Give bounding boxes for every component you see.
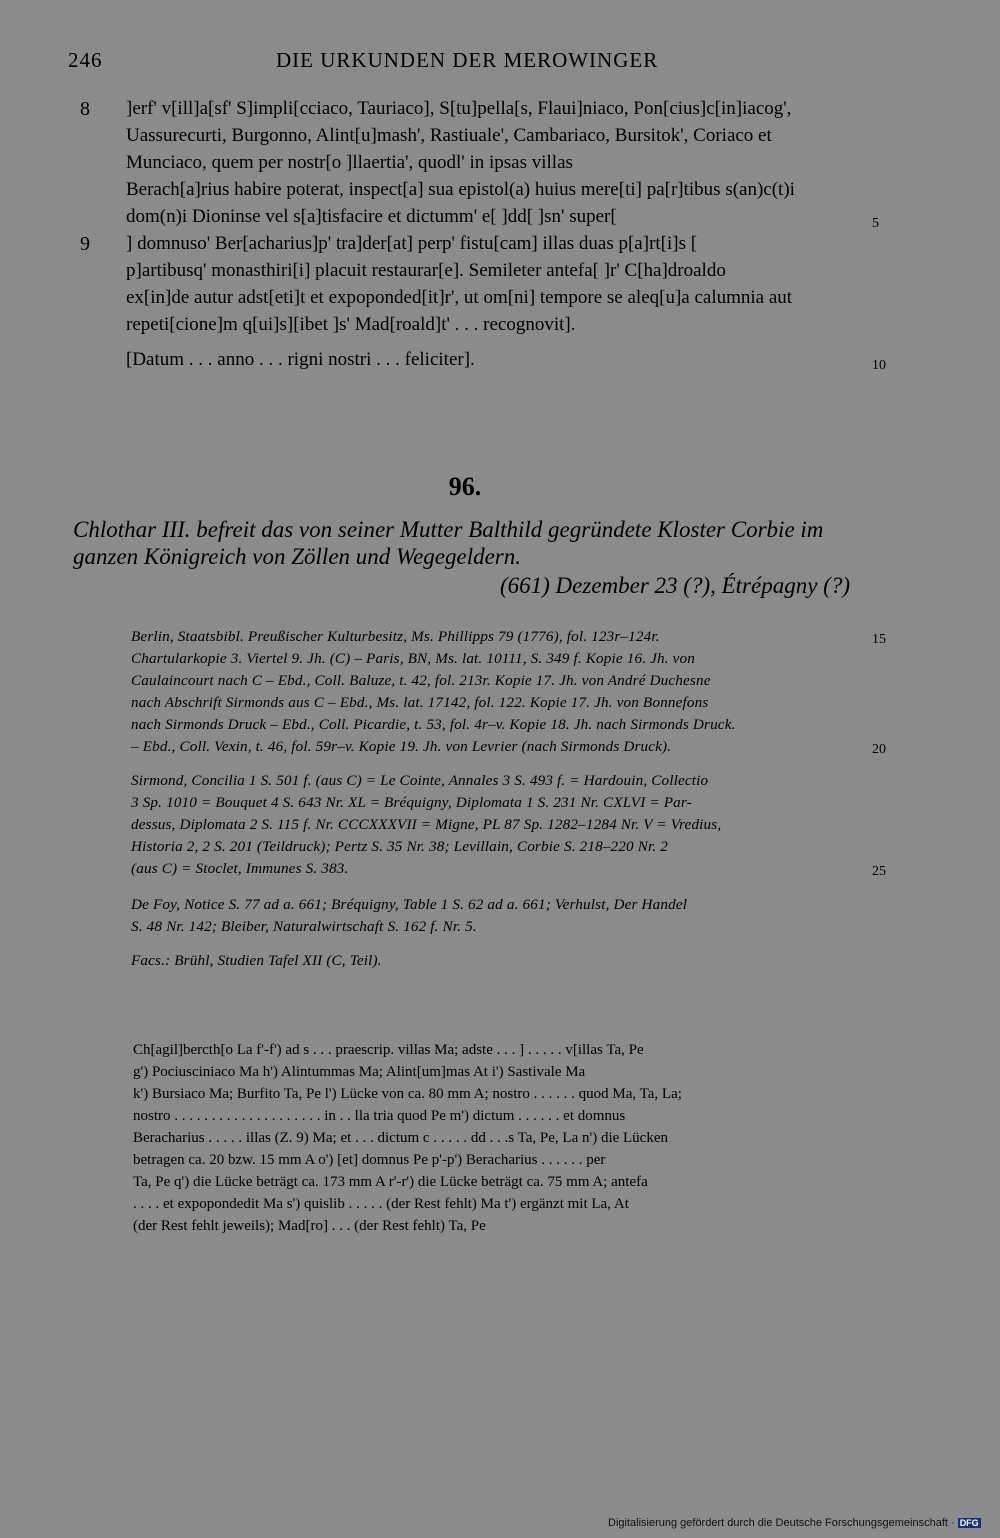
text-line: dom(n)i Dioninse vel s[a]tisfacire et dictumm' e[ ]dd[ ]sn' super[ xyxy=(126,206,617,227)
source-line: Berlin, Staatsbibl. Preußischer Kulturbesitz, Ms. Phillipps 79 (1776), fol. 123r–124r. xyxy=(131,628,660,645)
apparatus-line: betragen ca. 20 bzw. 15 mm A o') [et] domnus Pe p'-p') Beracharius . . . . . . per xyxy=(133,1152,606,1168)
text-line: ex[in]de autur adst[eti]t et expoponded[it]r', ut om[ni] tempore se aleq[u]a calumnia aut xyxy=(126,287,793,308)
digitization-credit xyxy=(608,1517,981,1529)
apparatus-line: . . . . et expopondedit Ma s') quislib . . . . . (der Rest fehlt) Ma t') ergänzt mit La, At xyxy=(133,1196,629,1212)
apparatus-line: nostro . . . . . . . . . . . . . . . . . . . . in . . lla tria quod Pe m') dictum . . . . . . et domnus xyxy=(133,1108,626,1124)
date-place-line: (661) Dezember 23 (?), Étrépagny (?) xyxy=(499,573,850,598)
text-line: Uassurecurti, Burgonno, Alint[u]mash', Rastiuale', Cambariaco, Bursitok', Coriaco et xyxy=(126,125,772,146)
text-line: ]erf' v[ill]a[sf' S]impli[cciaco, Tauriaco], S[tu]pella[s, Flaui]niaco, Pon[cius]c[in]iacog', xyxy=(126,98,792,119)
dfg-logo: DFG xyxy=(959,1518,979,1529)
text-line: ] domnuso' Ber[acharius]p' tra]der[at] perp' fistu[cam] illas duas p[a]rt[i]s [ xyxy=(126,233,698,254)
running-title: DIE URKUNDEN DER MEROWINGER xyxy=(276,48,659,72)
edition-line: dessus, Diplomata 2 S. 115 f. Nr. CCCXXXVII = Migne, PL 87 Sp. 1282–1284 Nr. V = Vredius, xyxy=(131,816,722,833)
apparatus-line: k') Bursiaco Ma; Burfito Ta, Pe l') Lücke von ca. 80 mm A; nostro . . . . . . quod Ma, Ta, La; xyxy=(133,1086,682,1102)
margin-number: 5 xyxy=(872,216,879,231)
apparatus-line: Ta, Pe q') die Lücke beträgt ca. 173 mm A r'-r') die Lücke beträgt ca. 75 mm A; antefa xyxy=(133,1174,648,1190)
source-line: nach Sirmonds Druck – Ebd., Coll. Picardie, t. 53, fol. 4r–v. Kopie 18. Jh. nach Sirmonds Druck. xyxy=(131,716,736,733)
facsimile-line: Facs.: Brühl, Studien Tafel XII (C, Teil). xyxy=(131,952,382,969)
margin-number: 15 xyxy=(872,632,886,647)
text-line: p]artibusq' monasthiri[i] placuit restaurar[e]. Semileter antefa[ ]r' C[ha]droaldo xyxy=(126,260,726,281)
headline-line: Chlothar III. befreit das von seiner Mutter Balthild gegründete Kloster Corbie im xyxy=(73,517,824,542)
page-number: 246 xyxy=(68,48,103,72)
apparatus-line: g') Pociusciniaco Ma h') Alintummas Ma; Alint[um]mas At i') Sastivale Ma xyxy=(133,1064,586,1080)
text-line: Munciaco, quem per nostr[o ]llaertia', quodl' in ipsas villas xyxy=(126,152,573,173)
edition-line: (aus C) = Stoclet, Immunes S. 383. xyxy=(131,860,349,877)
line-number: 8 xyxy=(80,98,90,120)
apparatus-line: Beracharius . . . . . illas (Z. 9) Ma; et . . . dictum c . . . . . dd . . .s Ta, Pe, La n') die Lücken xyxy=(133,1130,668,1146)
literature-line: S. 48 Nr. 142; Bleiber, Naturalwirtschaft S. 162 f. Nr. 5. xyxy=(131,918,477,935)
apparatus-line: (der Rest fehlt jeweils); Mad[ro] . . . (der Rest fehlt) Ta, Pe xyxy=(133,1218,486,1234)
margin-number: 20 xyxy=(872,742,886,757)
document-number: 96. xyxy=(448,472,482,501)
edition-line: Sirmond, Concilia 1 S. 501 f. (aus C) = Le Cointe, Annales 3 S. 493 f. = Hardouin, Collectio xyxy=(131,772,709,789)
margin-number: 25 xyxy=(872,864,886,879)
text-line: Berach[a]rius habire poterat, inspect[a] sua epistol(a) huius mere[ti] pa[r]tibus s(an)c(t)i xyxy=(126,179,795,200)
literature-line: De Foy, Notice S. 77 ad a. 661; Bréquigny, Table 1 S. 62 ad a. 661; Verhulst, Der Handel xyxy=(131,896,688,913)
apparatus-line: Ch[agil]bercth[o La f'-f') ad s . . . praescrip. villas Ma; adste . . . ] . . . . . v[illas Ta, Pe xyxy=(133,1042,644,1058)
source-line: nach Abschrift Sirmonds aus C – Ebd., Ms. lat. 17142, fol. 122. Kopie 17. Jh. von Bonnefons xyxy=(131,694,709,711)
source-line: – Ebd., Coll. Vexin, t. 46, fol. 59r–v. Kopie 19. Jh. von Levrier (nach Sirmonds Druck). xyxy=(131,738,672,755)
margin-number: 10 xyxy=(872,358,886,373)
edition-line: 3 Sp. 1010 = Bouquet 4 S. 643 Nr. XL = Bréquigny, Diplomata 1 S. 231 Nr. CXLVI = Par- xyxy=(131,794,692,811)
dating-line: [Datum . . . anno . . . rigni nostri . . . feliciter]. xyxy=(126,349,475,370)
running-header xyxy=(68,48,848,73)
headline-line: ganzen Königreich von Zöllen und Wegegeldern. xyxy=(73,544,522,569)
edition-line: Historia 2, 2 S. 201 (Teildruck); Pertz S. 35 Nr. 38; Levillain, Corbie S. 218–220 Nr. 2 xyxy=(131,838,669,855)
credit-text: Digitalisierung gefördert durch die Deutsche Forschungsgemeinschaft · xyxy=(608,1517,955,1529)
source-line: Chartularkopie 3. Viertel 9. Jh. (C) – Paris, BN, Ms. lat. 10111, S. 349 f. Kopie 16. Jh. von xyxy=(131,650,696,667)
source-line: Caulaincourt nach C – Ebd., Coll. Baluze, t. 42, fol. 213r. Kopie 17. Jh. von André Duchesne xyxy=(131,672,711,689)
line-number: 9 xyxy=(80,233,90,255)
text-line: repeti[cione]m q[ui]s][ibet ]s' Mad[roald]t' . . . recognovit]. xyxy=(126,314,576,335)
